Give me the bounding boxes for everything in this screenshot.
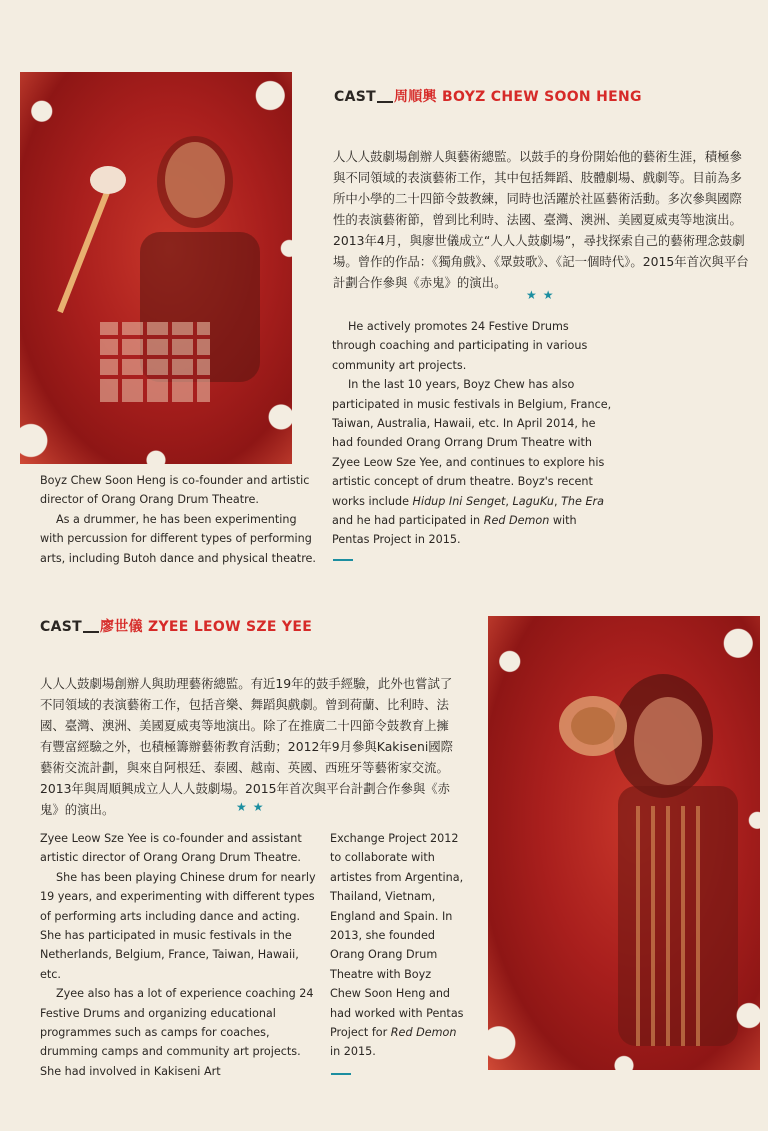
bio-en-zyee-p1: Zyee Leow Sze Yee is co-founder and assistant artistic director of Orang Orang Drum Theatre. [40,832,302,865]
work-title: Red Demon [390,1026,457,1040]
work-title: LaguKu [512,494,554,508]
bio-en-boyz-p2: In the last 10 years, Boyz Chew has also participated in music festivals in Belgium, France, Taiwan, Australia, Hawaii, etc. In April 2014, he had founded Orang Orrang Drum Theatre with Zyee Leow Sze Yee, and continues to explore his artistic concept of drum theatre. Boyz's recent works include Hidup Ini Senget, LaguKu, The Era and he had participated in Red Demon with Pentas Project in 2015. [332,378,612,547]
bio-en-zyee-col2 [330,829,464,1062]
work-title: Hidup Ini Senget [412,494,506,508]
end-dash-2 [331,1073,351,1075]
drummer-illustration [488,616,760,1070]
bio-en-boyz [332,317,612,550]
cast-name: 周順興 BOYZ CHEW SOON HENG [393,89,642,105]
bio-en-zyee-p2: She has been playing Chinese drum for nearly 19 years, and experimenting with different types of performing arts including dance and acting. She has participated in music festivals in the Netherlands, Belgium, France, Taiwan, Hawaii, etc. [40,870,316,981]
bio-zh-boyz: 人人人鼓劇場創辦人與藝術總監。以鼓手的身份開始他的藝術生涯，積極參與不同領域的表演藝術工作，其中包括舞蹈、肢體劇場、戲劇等。目前為多所中小學的二十四節令鼓教練，同時也活躍於社區藝術活動。多次參與國際性的表演藝術節，曾到比利時、法國、臺灣、澳洲、美國夏威夷等地演出。2013年4月，與廖世儀成立“人人人鼓劇場”，尋找探索自己的藝術理念鼓劇場。曾作的作品：《獨角戲》、《眾鼓歌》、《記一個時代》。2015年首次與平台計劃合作參與《赤鬼》的演出。 [333,149,749,290]
drummer-illustration [20,72,292,464]
work-title: Red Demon [483,514,550,528]
divider-stars-2: ★★ [236,800,270,814]
bio-en-zyee-p3: Zyee also has a lot of experience coaching 24 Festive Drums and organizing educational programmes such as camps for coaches, drumming camps and community art projects. She had involved in Kakiseni Art [40,987,314,1078]
bio-en-zyee-col1 [40,829,316,1081]
bio-zh-zyee: 人人人鼓劇場創辦人與助理藝術總監。有近19年的鼓手經驗，此外也嘗試了不同領域的表演藝術工作，包括音樂、舞蹈與戲劇。曾到荷蘭、比利時、法國、臺灣、澳洲、美國夏威夷等地演出。除了在推廣二十四節令鼓教育上擁有豐富經驗之外，也積極籌辦藝術教育活動；2012年9月參與Kakiseni國際藝術交流計劃，與來自阿根廷、泰國、越南、英國、西班牙等藝術家交流。2013年與周順興成立人人人鼓劇場。2015年首次與平台計劃合作參與《赤鬼》的演出。 [40,676,454,817]
cast-label: CAST [40,619,82,635]
divider-stars-1: ★★ [526,288,560,302]
caption-p2: As a drummer, he has been experimenting with percussion for different types of performing arts, including Butoh dance and physical theatre. [40,512,316,565]
cast-heading-zyee [40,616,312,636]
caption-p1: Boyz Chew Soon Heng is co-founder and artistic director of Orang Orang Drum Theatre. [40,474,310,507]
photo-caption-boyz [40,471,318,568]
bio-en-zyee-col2-text: Exchange Project 2012 to collaborate with artistes from Argentina, Thailand, Vietnam, England and Spain. In 2013, she founded Orang Orang Drum Theatre with Boyz Chew Soon Heng and had worked with Pentas Project for Red Demon in 2015. [330,832,464,1059]
bio-en-boyz-p1: He actively promotes 24 Festive Drums through coaching and participating in various community art projects. [332,320,588,372]
cast-heading-boyz [334,86,642,106]
photo-zyee-leow [488,616,760,1070]
cast-name: 廖世儀 ZYEE LEOW SZE YEE [99,619,313,635]
end-dash-1 [333,559,353,561]
photo-boyz-chew [20,72,292,464]
cast-label: CAST [334,89,376,105]
work-title: The Era [561,494,604,508]
